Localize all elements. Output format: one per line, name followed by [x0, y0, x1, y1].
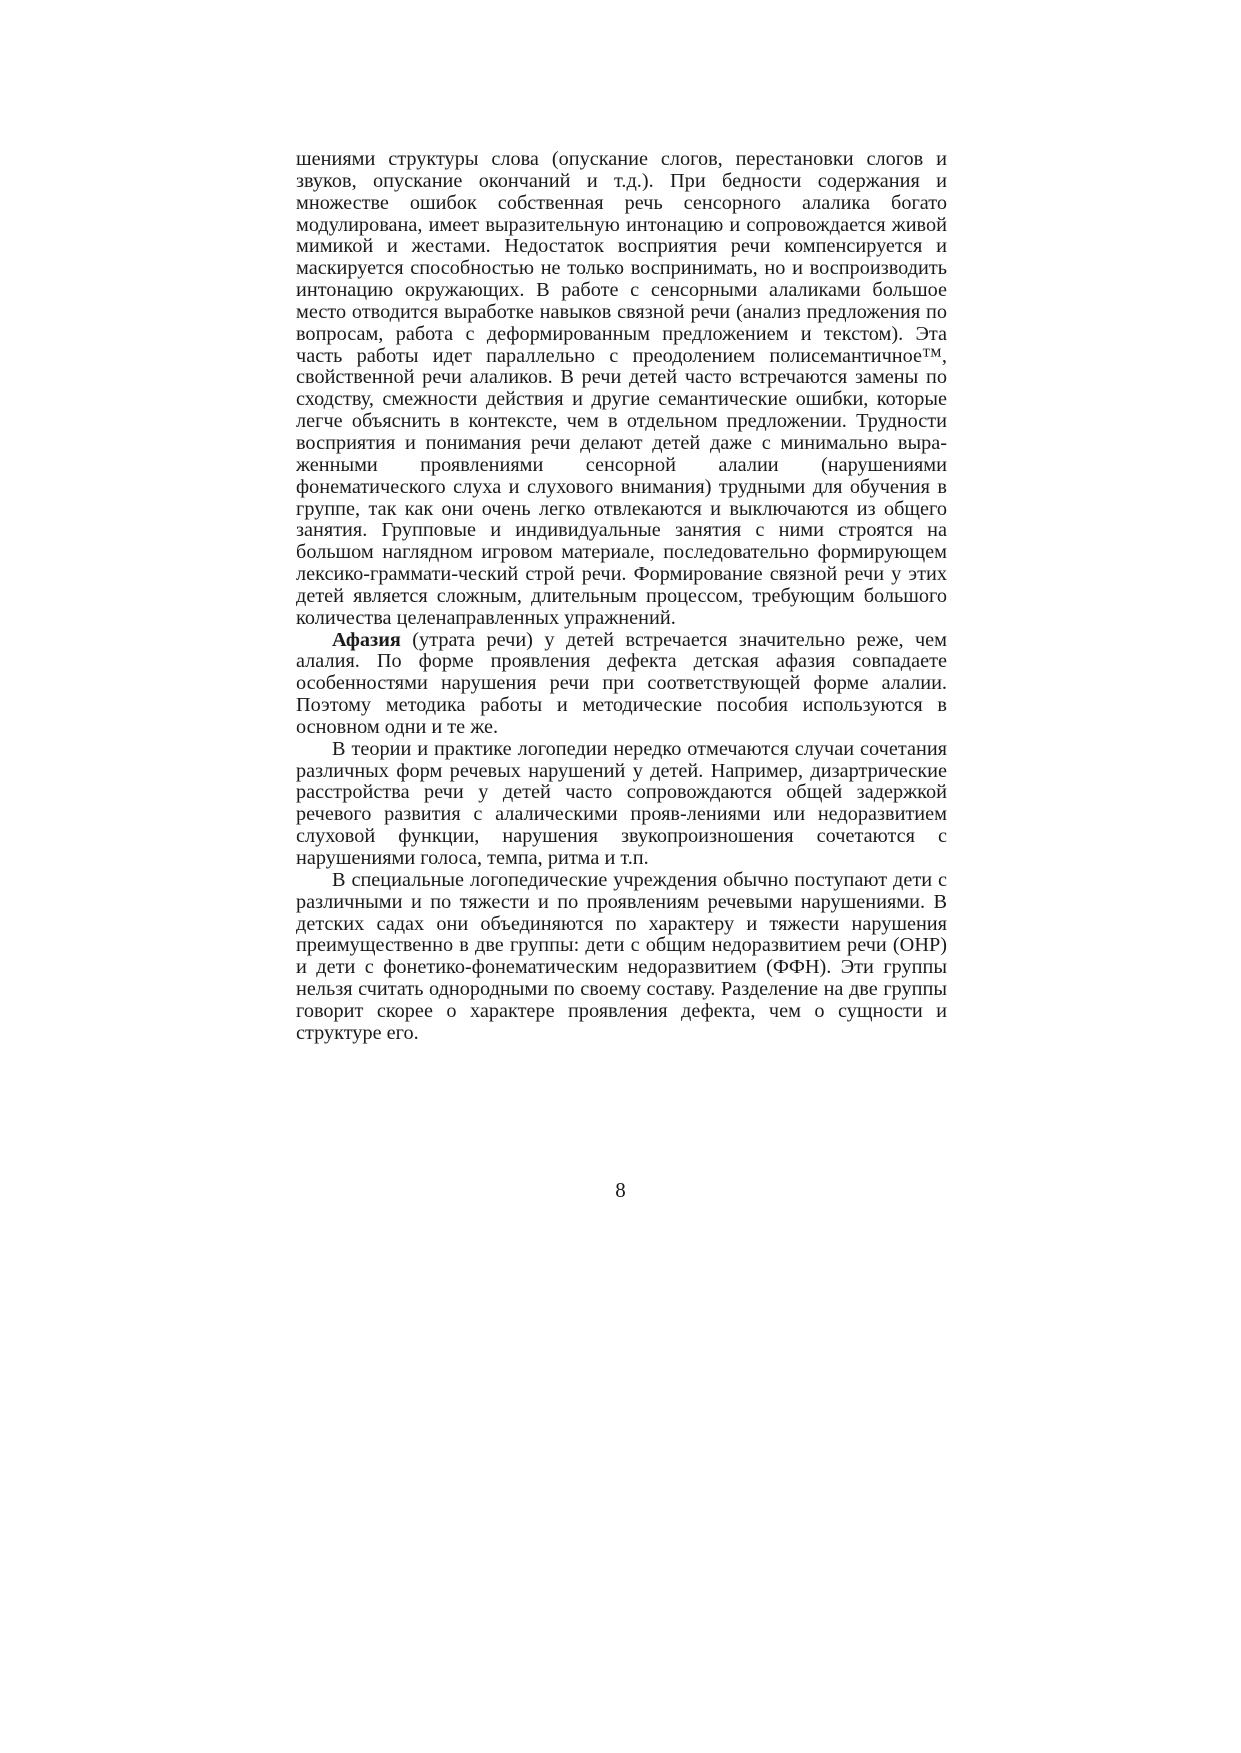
term-aphasia: Афазия — [332, 628, 401, 651]
page-number: 8 — [615, 1178, 626, 1202]
paragraph-3 — [296, 739, 947, 870]
paragraph-2-text: (утрата речи) у детей встречается значительно реже, чем алалия. По форме проявления дефекта детская афазия совпадаете особенностями нарушения речи при соответствующей форме алалии. Поэтому методика работы и методические пособия используются в основном одни и те же. — [296, 628, 947, 738]
paragraph-3-text: В теории и практике логопедии нередко отмечаются случаи сочетания различных форм речевых нарушений у детей. Например, дизартрические расстройства речи у детей часто сопровождаются общей задержкой речевого развития с алалическими прояв-лениями или недоразвитием слуховой функции, нарушения звукопроизношения сочетаются с нарушениями голоса, темпа, ритма и т.п. — [296, 737, 947, 869]
body-text — [296, 149, 947, 1045]
paragraph-4 — [296, 870, 947, 1045]
paragraph-2 — [296, 630, 947, 739]
paragraph-4-text: В специальные логопедические учреждения обычно поступают дети с различными и по тяжести и по проявлениям речевыми нарушениями. В детских садах они объединяются по характеру и тяжести нарушения преимущественно в две группы: дети с общим недоразвитием речи (ОНР) и дети с фонетико-фонематическим недоразвитием (ФФН). Эти группы нельзя считать однородными по своему составу. Разделение на две группы говорит скорее о характере проявления дефекта, чем о сущности и структуре его. — [296, 868, 947, 1044]
paragraph-1 — [296, 149, 947, 630]
paragraph-1-text: шениями структуры слова (опускание слогов, перестановки слогов и звуков, опускание окончаний и т.д.). При бедности содержания и множестве ошибок собственная речь сенсорного алалика богато модулирована, имеет выразительную интонацию и сопровождается живой мимикой и жестами. Недостаток восприятия речи компенсируется и маскируется способностью не только воспринимать, но и воспроизводить интонацию окружающих. В работе с сенсорными алаликами большое место отводится выработке навыков связной речи (анализ предложения по вопросам, работа с деформированным предложением и текстом). Эта часть работы идет параллельно с преодолением полисемантичное™, свойственной речи алаликов. В речи детей часто встречаются замены по сходству, смежности действия и другие семантические ошибки, которые легче объяснить в контексте, чем в отдельном предложении. Трудности восприятия и понимания речи делают детей даже с минимально выра-женными проявлениями сенсорной алалии (нарушениями фонематического слуха и слухового внимания) трудными для обучения в группе, так как они очень легко отвлекаются и выключаются из общего занятия. Групповые и индивидуальные занятия с ними строятся на большом наглядном игровом материале, последовательно формирующем лексико-граммати-ческий строй речи. Формирование связной речи у этих детей является сложным, длительным процессом, требующим большого количества целенаправленных упражнений. — [296, 148, 947, 629]
